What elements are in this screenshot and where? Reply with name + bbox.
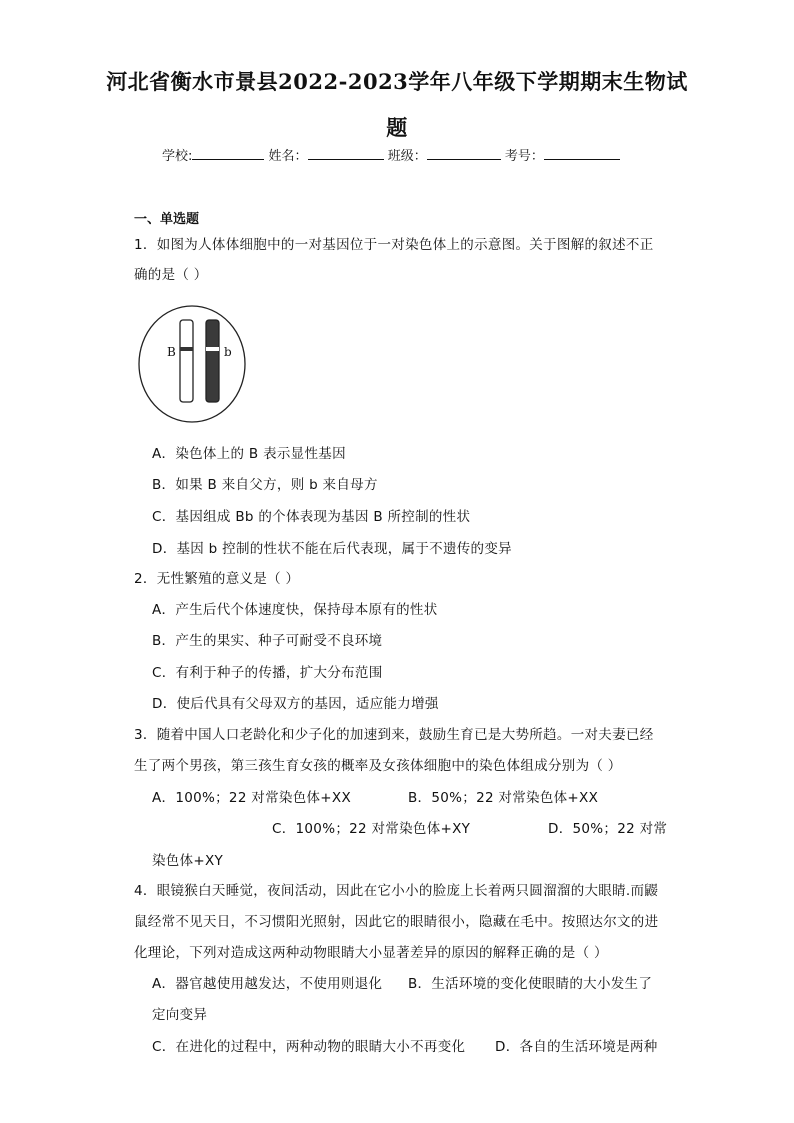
chromosome-figure [137,303,247,425]
q1-stem-line2: 确的是（ ） [134,267,208,283]
gene-locus-b-lower [206,347,219,351]
q2-option-a[interactable]: A．产生后代个体速度快，保持母本原有的性状 [152,602,438,618]
q2-option-c[interactable]: C．有利于种子的传播，扩大分布范围 [152,665,383,681]
q4-option-c[interactable]: C．在进化的过程中，两种动物的眼睛大小不再变化 [152,1039,466,1055]
q3-option-d[interactable]: D．50%；22 对常 [548,821,668,837]
q1-option-b[interactable]: B．如果 B 来自父方，则 b 来自母方 [152,477,378,493]
q4-option-b-cont[interactable]: 定向变异 [152,1007,208,1023]
exam-no-label: 考号： [504,149,544,164]
q3-option-a[interactable]: A．100%；22 对常染色体+XX [152,790,352,806]
q1-option-c[interactable]: C．基因组成 Bb 的个体表现为基因 B 所控制的性状 [152,509,471,525]
exam-no-blank[interactable] [544,147,620,160]
school-label: 学校: [162,149,193,164]
gene-label-B: B [167,345,176,359]
name-label: 姓名： [268,149,308,164]
class-blank[interactable] [427,147,501,160]
exam-title-line1: 河北省衡水市景县2022-2023学年八年级下学期期末生物试 [106,69,688,94]
q3-option-d-cont[interactable]: 染色体+XY [152,853,224,869]
name-blank[interactable] [308,147,384,160]
student-info-row [162,145,620,164]
gene-label-b: b [224,345,232,359]
q4-option-b[interactable]: B．生活环境的变化使眼睛的大小发生了 [408,976,653,992]
q2-option-d[interactable]: D．使后代具有父母双方的基因，适应能力增强 [152,696,439,712]
q4-stem-line1: 4．眼镜猴白天睡觉，夜间活动，因此在它小小的脸庞上长着两只圆溜溜的大眼睛.而鼹 [134,883,659,899]
q3-stem-line1: 3．随着中国人口老龄化和少子化的加速到来，鼓励生育已是大势所趋。一对夫妻已经 [134,727,654,743]
gene-locus-b-upper [180,347,193,351]
class-label: 班级： [387,149,427,164]
q1-option-a[interactable]: A．染色体上的 B 表示显性基因 [152,446,346,462]
q3-stem-line2: 生了两个男孩，第三孩生育女孩的概率及女孩体细胞中的染色体组成分别为（ ） [134,758,622,774]
q1-option-d[interactable]: D．基因 b 控制的性状不能在后代表现，属于不遗传的变异 [152,541,512,557]
q2-stem: 2．无性繁殖的意义是（ ） [134,571,300,587]
exam-title-line2: 题 [386,115,408,140]
q3-option-c[interactable]: C．100%；22 对常染色体+XY [272,821,471,837]
q1-stem-line1: 1．如图为人体体细胞中的一对基因位于一对染色体上的示意图。关于图解的叙述不正 [134,237,654,253]
q4-option-d[interactable]: D．各自的生活环境是两种 [495,1039,658,1055]
q2-option-b[interactable]: B．产生的果实、种子可耐受不良环境 [152,633,383,649]
chromosome-right [206,320,219,402]
q4-stem-line2: 鼠经常不见天日，不习惯阳光照射，因此它的眼睛很小，隐藏在毛中。按照达尔文的进 [134,914,659,930]
chromosome-left [180,320,193,402]
q4-stem-line3: 化理论，下列对造成这两种动物眼睛大小显著差异的原因的解释正确的是（ ） [134,945,608,961]
section-heading: 一、单选题 [134,212,200,227]
school-blank[interactable] [192,147,264,160]
q3-option-b[interactable]: B．50%；22 对常染色体+XX [408,790,599,806]
q4-option-a[interactable]: A．器官越使用越发达，不使用则退化 [152,976,383,992]
